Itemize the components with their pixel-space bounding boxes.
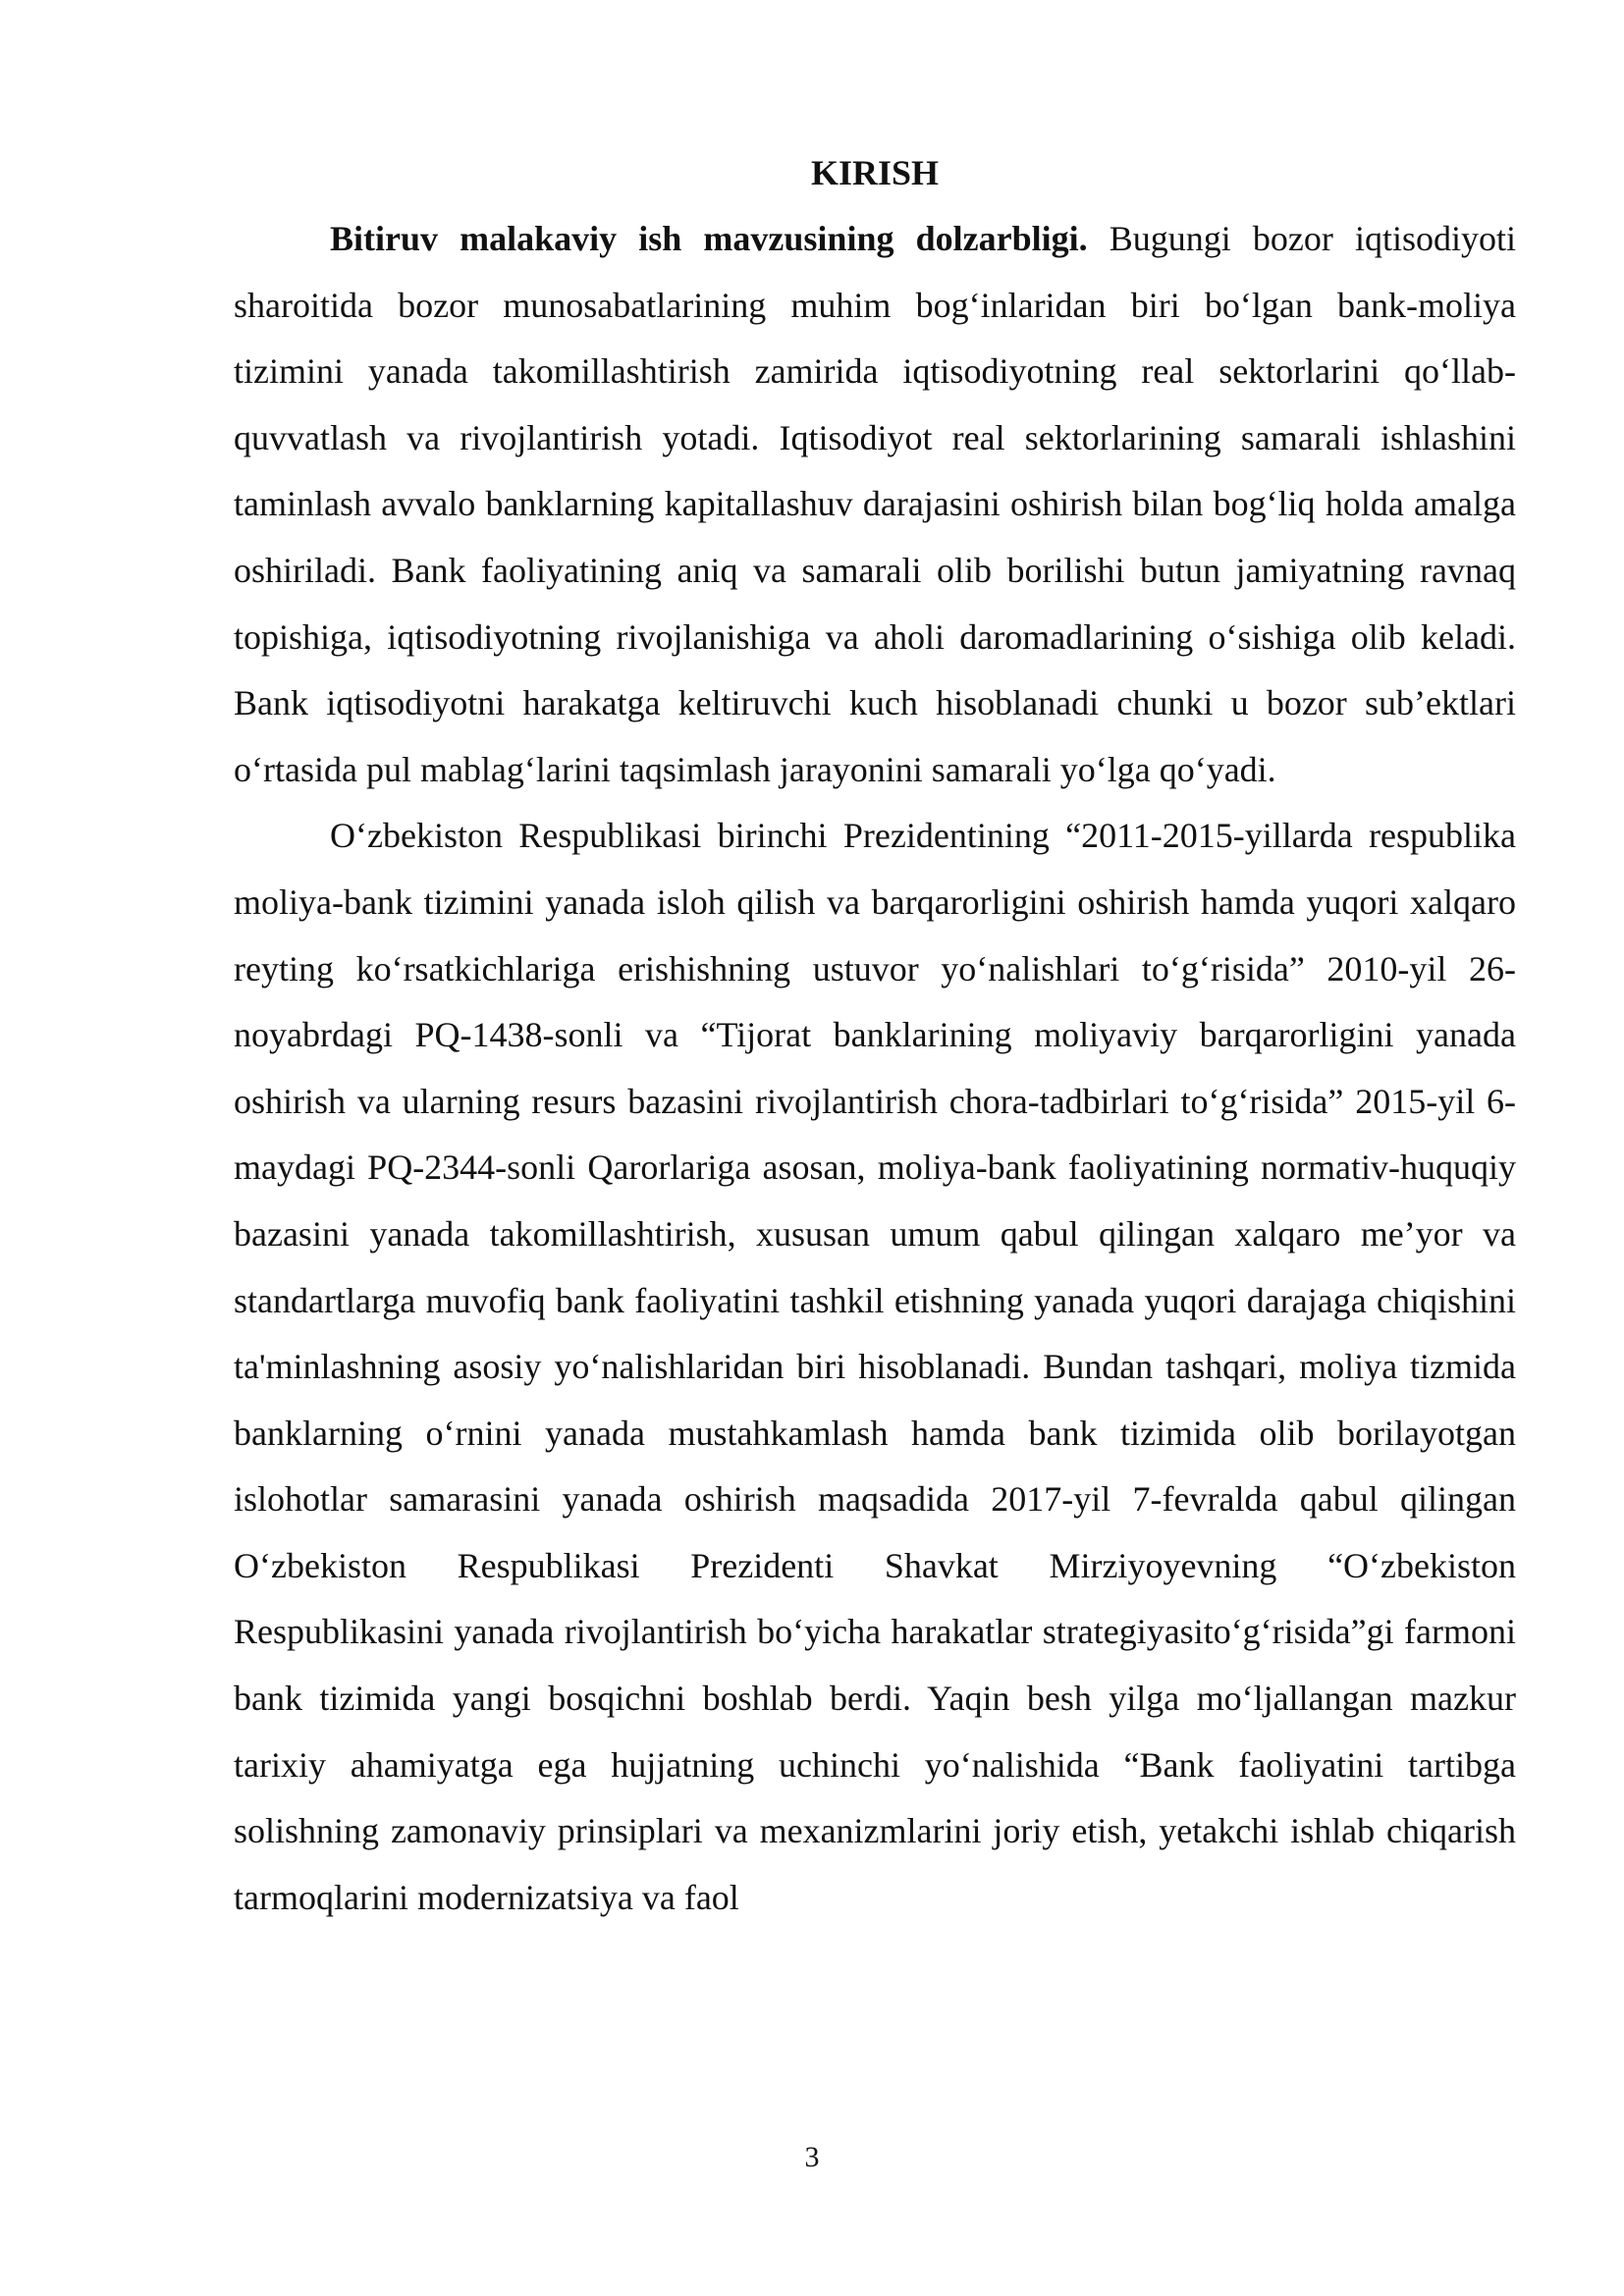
paragraph-lead-bold: Bitiruv malakaviy ish mavzusining dolzarbligi. <box>330 219 1088 258</box>
paragraph-legislation <box>234 803 1516 1931</box>
page-number: 3 <box>804 2141 820 2173</box>
paragraph-text: O‘zbekiston Respublikasi birinchi Prezidentining “2011-2015-yillarda respublika moliya-bank tizimini yanada isloh qilish va barqarorligini oshirish hamda yuqori xalqaro reyting ko‘rsatkichlariga erishishning ustuvor yo‘nalishlari to‘g‘risida” 2010-yil 26-noyabrdagi PQ-1438-sonli va “Tijorat banklarining moliyaviy barqarorligini yanada oshirish va ularning resurs bazasini rivojlantirish chora-tadbirlari to‘g‘risida” 2015-yil 6-maydagi PQ-2344-sonli Qarorlariga asosan, moliya-bank faoliyatining normativ-huquqiy bazasini yanada takomillashtirish, xususan umum qabul qilingan xalqaro me’yor va standartlarga muvofiq bank faoliyatini tashkil etishning yanada yuqori darajaga chiqishini ta'minlashning asosiy yo‘nalishlaridan biri hisoblanadi. Bundan tashqari, moliya tizmida banklarning o‘rnini yanada mustahkamlash hamda bank tizimida olib borilayotgan islohotlar samarasini yanada oshirish maqsadida 2017-yil 7-fevralda qabul qilingan O‘zbekiston Respublikasi Prezidenti Shavkat Mirziyoyevning “O‘zbekiston Respublikasini yanada rivojlantirish bo‘yicha harakatlar strategiyasito‘g‘risida”gi farmoni bank tizimida yangi bosqichni boshlab berdi. Yaqin besh yilga mo‘ljallangan mazkur tarixiy ahamiyatga ega hujjatning uchinchi yo‘nalishida “Bank faoliyatini tartibga solishning zamonaviy prinsiplari va mexanizmlarini joriy etish, yetakchi ishlab chiqarish tarmoqlarini modernizatsiya va faol <box>234 816 1516 1917</box>
section-heading: KIRISH <box>810 153 940 192</box>
paragraph-text: Bugungi bozor iqtisodiyoti sharoitida bozor munosabatlarining muhim bog‘inlaridan biri bo‘lgan bank-moliya tizimini yanada takomillashtirish zamirida iqtisodiyotning real sektorlarini qo‘llab-quvvatlash va rivojlantirish yotadi. Iqtisodiyot real sektorlarining samarali ishlashini taminlash avvalo banklarning kapitallashuv darajasini oshirish bilan bog‘liq holda amalga oshiriladi. Bank faoliyatining aniq va samarali olib borilishi butun jamiyatning ravnaq topishiga, iqtisodiyotning rivojlanishiga va aholi daromadlarining o‘sishiga olib keladi. Bank iqtisodiyotni harakatga keltiruvchi kuch hisoblanadi chunki u bozor sub’ektlari o‘rtasida pul mablag‘larini taqsimlash jarayonini samarali yo‘lga qo‘yadi. <box>234 219 1516 789</box>
page-body <box>234 145 1516 1931</box>
paragraph-relevance <box>234 206 1516 803</box>
